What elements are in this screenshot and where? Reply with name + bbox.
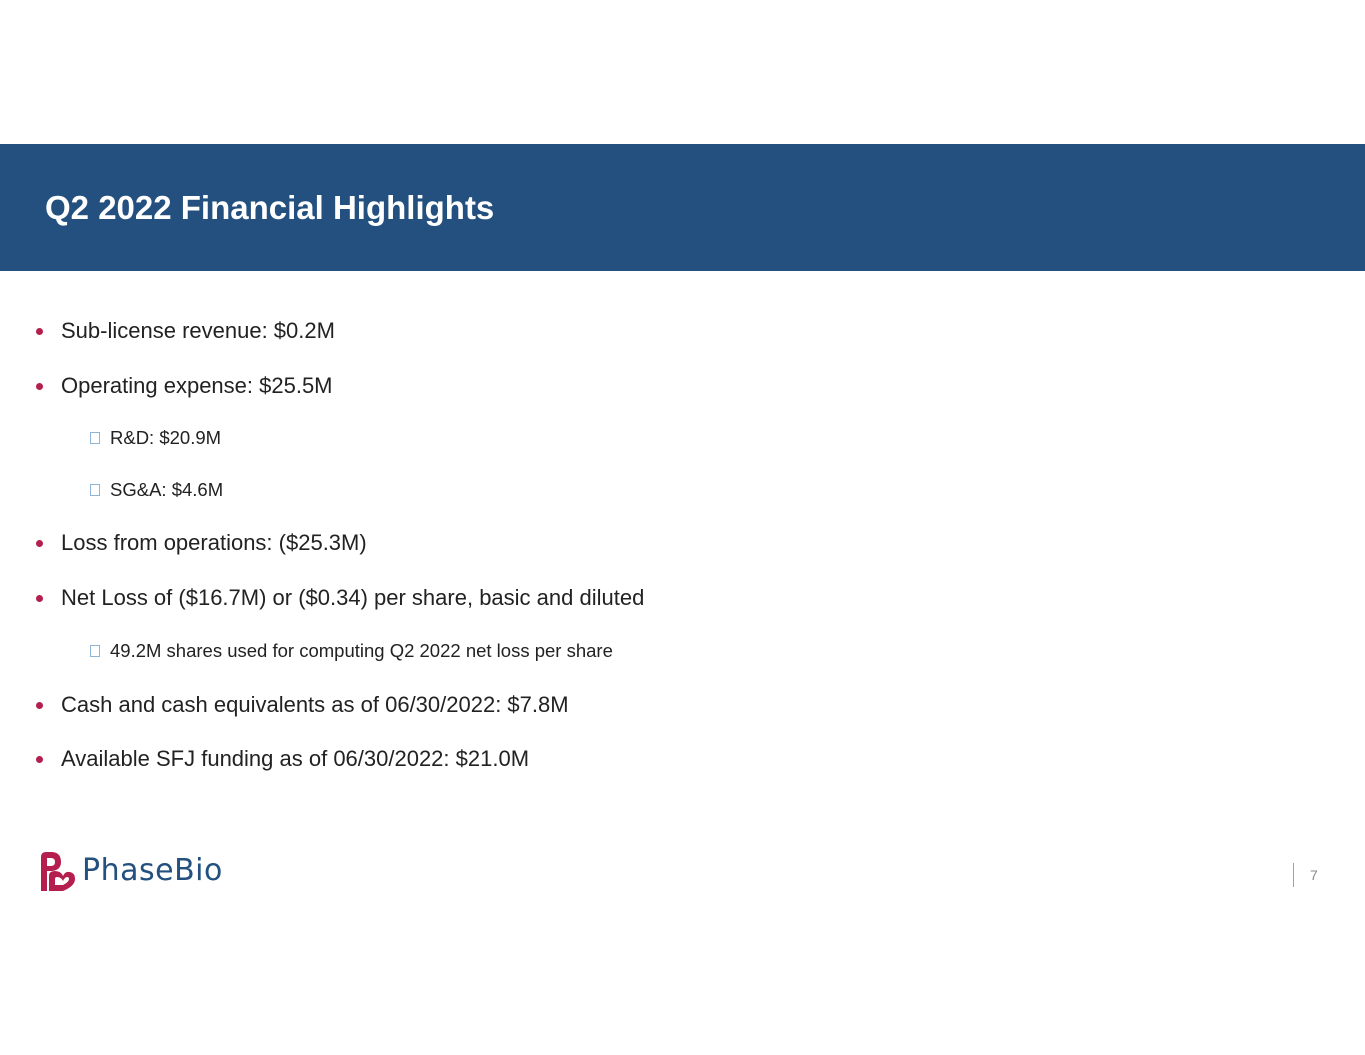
page-number: 7 [1310,867,1318,883]
bullet-dot-icon [36,383,43,390]
page-number-divider [1293,863,1294,887]
bullet-item [36,690,569,720]
bullet-item [36,371,333,401]
bullet-text: Operating expense: $25.5M [61,373,333,398]
sub-bullet-item [90,425,221,451]
bullet-item [36,528,367,558]
bullet-dot-icon [36,702,43,709]
bullet-text: Available SFJ funding as of 06/30/2022: $21.0M [61,746,530,771]
bullet-item [36,583,644,613]
bullet-text: Sub-license revenue: $0.2M [61,318,335,343]
bullet-item [36,744,529,774]
sub-bullet-item [90,477,223,503]
sub-bullet-item [90,638,613,664]
square-bullet-icon [90,645,100,657]
phasebio-logo [37,848,223,894]
bullet-dot-icon [36,540,43,547]
bullet-dot-icon [36,328,43,335]
bullet-dot-icon [36,595,43,602]
sub-bullet-text: 49.2M shares used for computing Q2 2022 net loss per share [110,640,613,661]
bullet-text: Cash and cash equivalents as of 06/30/2022: $7.8M [61,692,569,717]
bullet-dot-icon [36,756,43,763]
bullet-item [36,316,335,346]
slide-title: Q2 2022 Financial Highlights [45,189,495,226]
logo-text: PhaseBio [82,853,223,888]
square-bullet-icon [90,484,100,496]
bullet-text: Loss from operations: ($25.3M) [61,530,367,555]
sub-bullet-text: R&D: $20.9M [110,427,222,448]
sub-bullet-text: SG&A: $4.6M [110,479,224,500]
phasebio-logo-mark-icon [37,849,77,893]
square-bullet-icon [90,432,100,444]
bullet-text: Net Loss of ($16.7M) or ($0.34) per share, basic and diluted [61,585,645,610]
